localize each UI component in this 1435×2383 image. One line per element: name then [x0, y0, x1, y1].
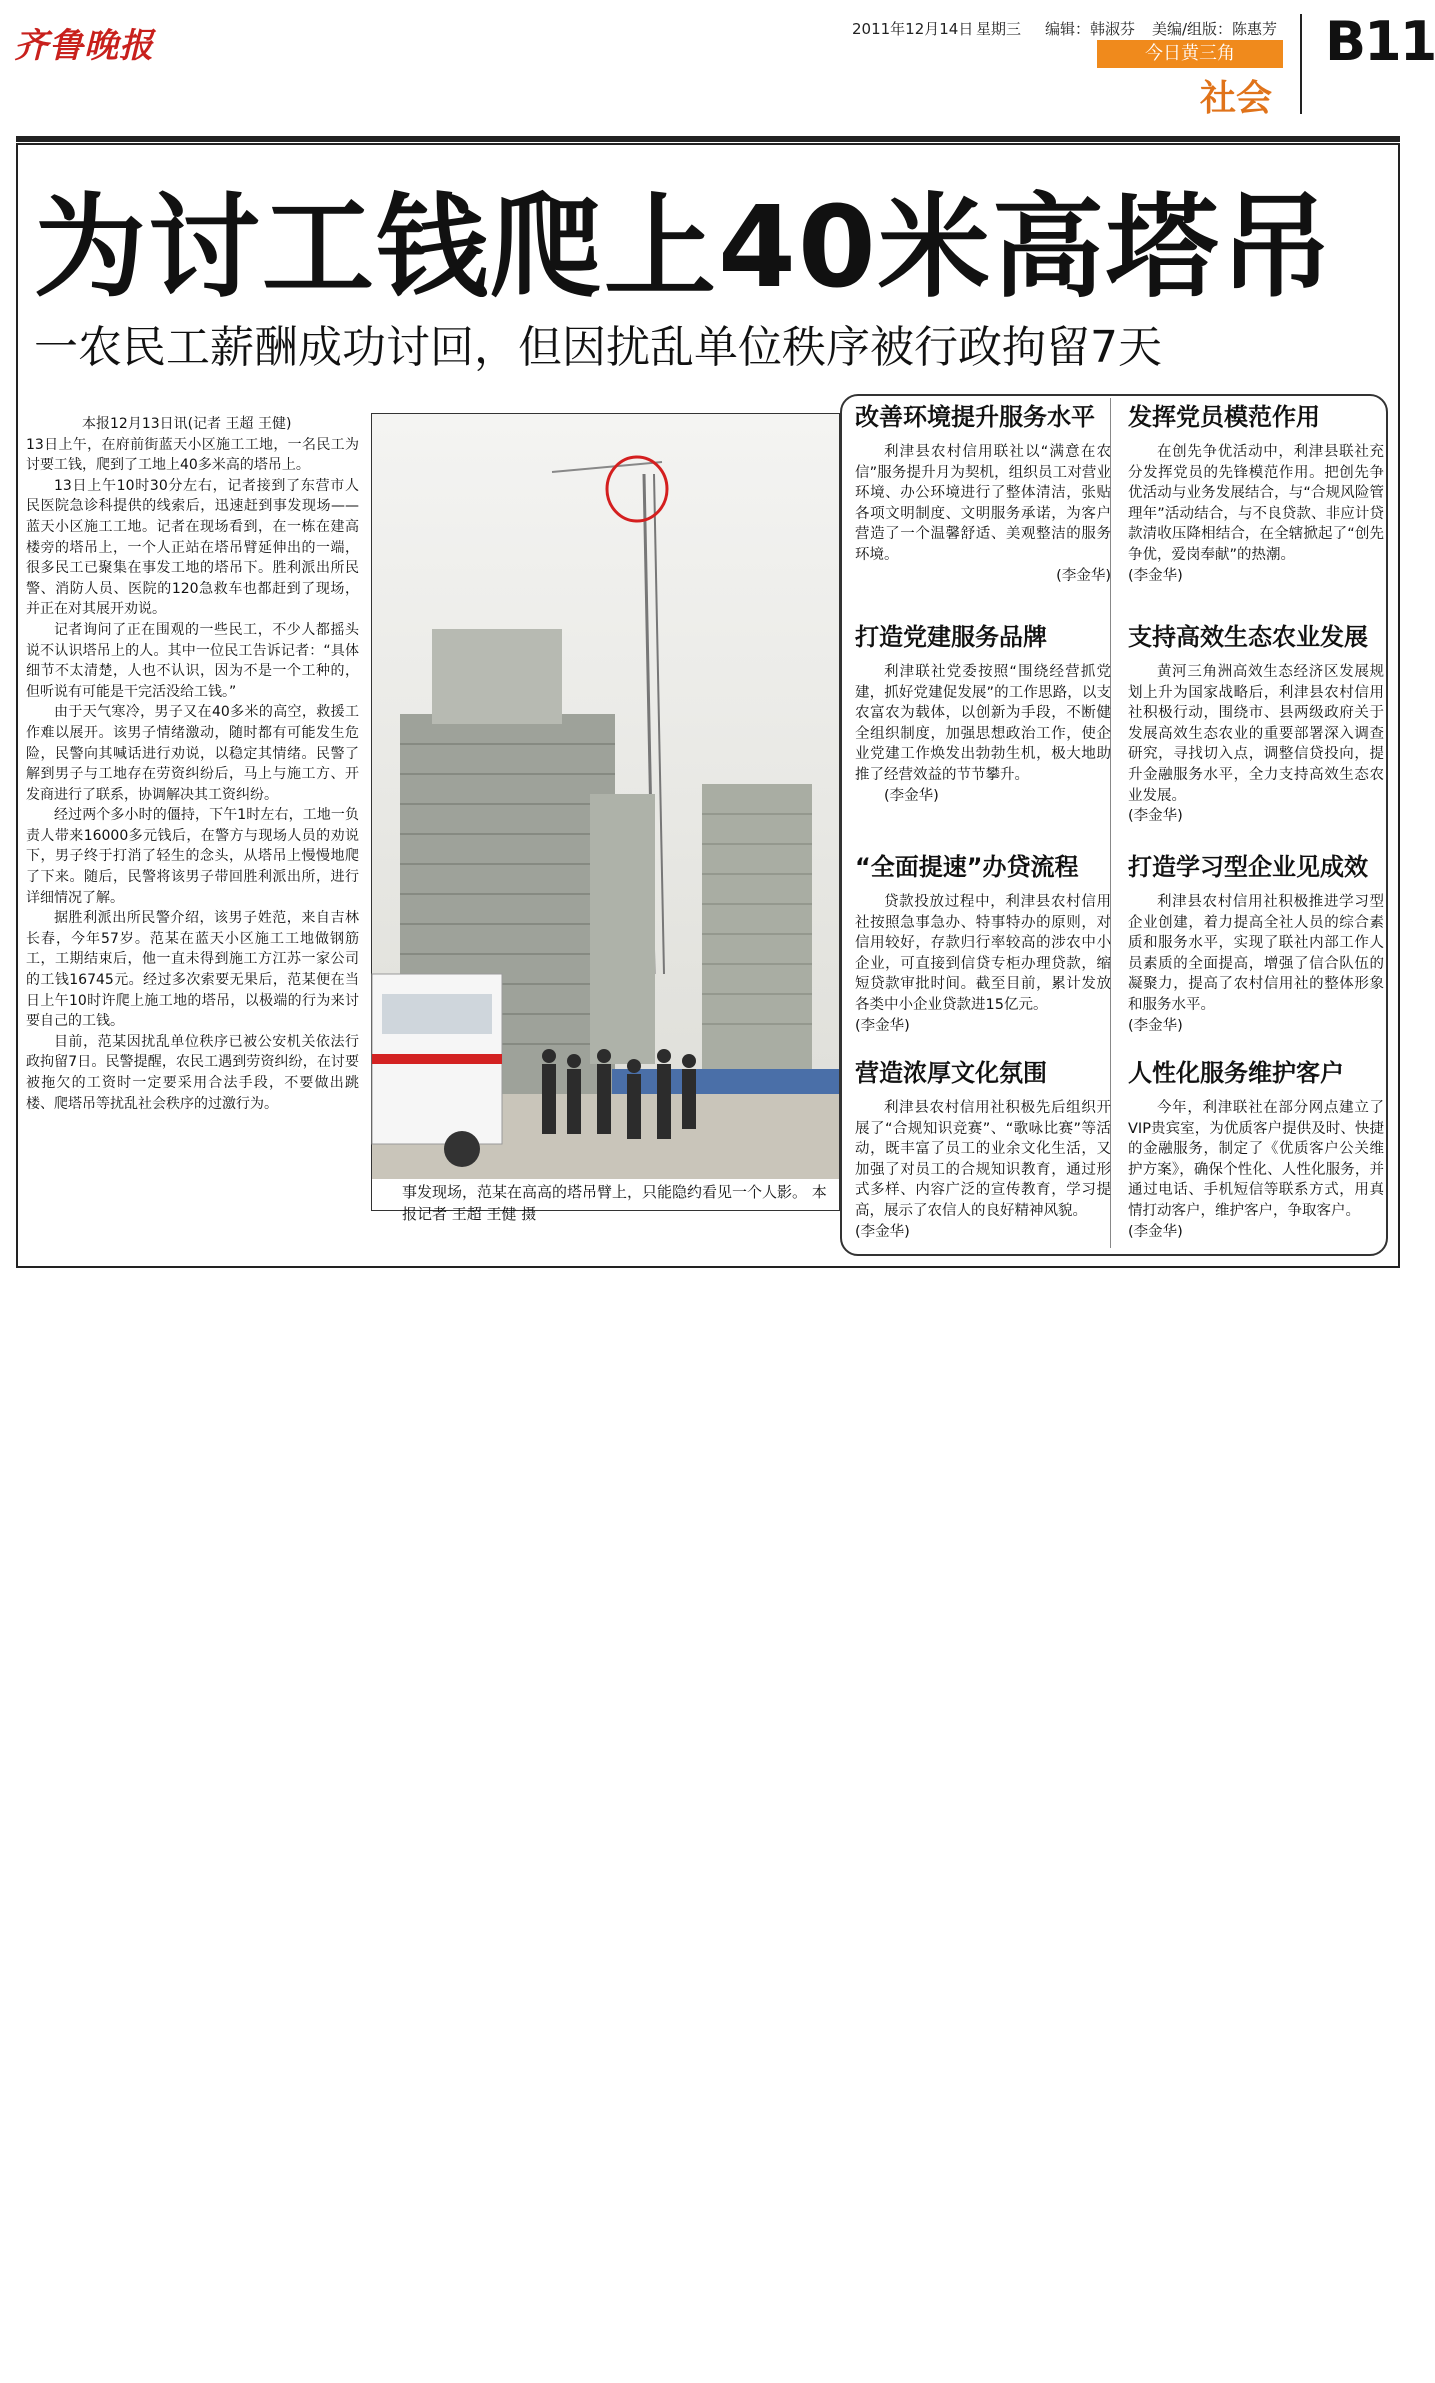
issue-date: 2011年12月14日 — [852, 20, 974, 38]
issue-weekday: 星期三 — [976, 20, 1022, 38]
sidebar-article-title: 打造党建服务品牌 — [855, 623, 1047, 651]
sidebar-article-title: 支持高效生态农业发展 — [1128, 623, 1368, 651]
sidebar-article-credit: (李金华) — [1128, 567, 1183, 584]
sidebar-article-body: 今年，利津联社在部分网点建立了VIP贵宾室，为优质客户提供及时、快捷的金融服务，制定了《优质客户公关维护方案》，确保个性化、人性化服务，并通过电话、手机短信等联系方式，用真情打动客户，维护客户，争取客户。 — [1128, 1100, 1384, 1219]
sidebar-article — [855, 622, 1111, 806]
sidebar-article-credit: (李金华) — [855, 1017, 910, 1034]
edition-banner: 今日黄三角 — [1097, 40, 1283, 68]
sidebar-article-title: 人性化服务维护客户 — [1128, 1059, 1344, 1087]
story-paragraph: 记者询问了正在围观的一些民工，不少人都摇头说不认识塔吊上的人。其中一位民工告诉记者：“具体细节不太清楚，人也不认识，因为不是一个工种的，但听说有可能是干完活没给工钱。” — [26, 621, 359, 700]
editor-credit: 编辑：韩淑芬 — [1045, 20, 1136, 38]
sidebar-article-body: 利津县农村信用社积极先后组织开展了“合规知识竞赛”、“歌咏比赛”等活动，既丰富了员工的业余文化生活，又加强了对员工的合规知识教育，通过形式多样、内容广泛的宣传教育，学习提高，展示了农信人的良好精神风貌。 — [855, 1100, 1111, 1219]
sidebar-article-credit: (李金华) — [1128, 1017, 1183, 1034]
sidebar-article-credit: (李金华) — [1128, 808, 1183, 825]
construction-site-illustration — [372, 414, 839, 1210]
sidebar-article — [855, 402, 1111, 586]
news-photo — [371, 413, 840, 1211]
page-number: B11 — [1325, 10, 1435, 73]
sidebar-article — [1128, 622, 1384, 827]
section-title: 社会 — [1200, 78, 1273, 119]
masthead-logo: 齐鲁晚报 — [14, 26, 154, 66]
sidebar-article — [1128, 1058, 1384, 1242]
sidebar-article-title: 发挥党员模范作用 — [1128, 403, 1320, 431]
story-paragraph: 13日上午10时30分左右，记者接到了东营市人民医院急诊科提供的线索后，迅速赶到事发现场——蓝天小区施工工地。记者在现场看到，在一栋在建高楼旁的塔吊上，一个人正站在塔吊臂延伸出的一端，很多民工已聚集在事发工地的塔吊下。胜利派出所民警、消防人员、医院的120急救车也都赶到了现场，并正在对其展开劝说。 — [26, 477, 359, 618]
story-paragraph: 据胜利派出所民警介绍，该男子姓范，来自吉林长春，今年57岁。范某在蓝天小区施工工地做钢筋工，工期结束后，他一直未得到施工方江苏一家公司的工钱16745元。经过多次索要无果后，范某便在当日上午10时许爬上施工地的塔吊，以极端的行为来讨要自己的工钱。 — [26, 910, 359, 1030]
sidebar-article-body: 利津县农村信用联社以“满意在农信”服务提升月为契机，组织员工对营业环境、办公环境进行了整体清洁，张贴各项文明制度、文明服务承诺，为客户营造了一个温馨舒适、美观整洁的服务环境。 — [855, 444, 1111, 563]
sidebar-article-credit: (李金华) — [884, 787, 939, 804]
photo-caption: 事发现场，范某在高高的塔吊臂上，只能隐约看见一个人影。 本报记者 王超 王健 摄 — [402, 1183, 827, 1223]
main-story-text — [26, 414, 359, 1114]
sidebar-article — [855, 1058, 1111, 1242]
sidebar-article-credit: (李金华) — [1128, 1223, 1183, 1240]
sidebar-article-credit: (李金华) — [855, 1223, 910, 1240]
sidebar-article-body: 贷款投放过程中，利津县农村信用社按照急事急办、特事特办的原则，对信用较好，存款归行率较高的涉农中小企业，可直接到信贷专柜办理贷款，缩短贷款审批时间。截至目前，累计发放各类中小企业贷款进15亿元。 — [855, 894, 1111, 1013]
story-paragraph: 目前，范某因扰乱单位秩序已被公安机关依法行政拘留7日。民警提醒，农民工遇到劳资纠纷，在讨要被拖欠的工资时一定要采用合法手段，不要做出跳楼、爬塔吊等扰乱社会秩序的过激行为。 — [26, 1033, 359, 1112]
sidebar-article — [1128, 852, 1384, 1036]
sidebar-article-title: “全面提速”办贷流程 — [855, 853, 1079, 881]
sidebar-article-title: 营造浓厚文化氛围 — [855, 1059, 1047, 1087]
sidebar-article — [1128, 402, 1384, 586]
headline: 为讨工钱爬上40米高塔吊 — [34, 183, 1334, 313]
sidebar-article-body: 利津县农村信用社积极推进学习型企业创建，着力提高全社人员的综合素质和服务水平，实现了联社内部工作人员素质的全面提高，增强了信合队伍的凝聚力，提高了农村信用社的整体形象和服务水平。 — [1128, 894, 1384, 1013]
frame-top-rule — [16, 136, 1400, 142]
sidebar-article-body: 黄河三角洲高效生态经济区发展规划上升为国家战略后，利津县农村信用社积极行动，围绕市、县两级政府关于发展高效生态农业的重要部署深入调查研究，寻找切入点，调整信贷投向，提升金融服务水平，全力支持高效生态农业发展。 — [1128, 664, 1384, 804]
sidebar-article-body: 利津联社党委按照“围绕经营抓党建，抓好党建促发展”的工作思路，以支农富农为载体，以创新为手段，不断健全组织制度，加强思想政治工作，使企业党建工作焕发出勃勃生机，极大地助推了经营效益的节节攀升。 — [855, 664, 1111, 783]
story-paragraph: 13日上午，在府前街蓝天小区施工工地，一名民工为讨要工钱，爬到了工地上40多米高的塔吊上。 — [26, 436, 359, 474]
story-paragraph: 由于天气寒冷，男子又在40多米的高空，救援工作难以展开。该男子情绪激动，随时都有可能发生危险，民警向其喊话进行劝说，以稳定其情绪。民警了解到男子与工地存在劳资纠纷后，马上与施工方、开发商进行了联系，协调解决其工资纠纷。 — [26, 704, 359, 803]
sidebar-article-title: 改善环境提升服务水平 — [855, 403, 1095, 431]
header-divider — [1300, 14, 1302, 114]
sidebar-article-credit: (李金华) — [1056, 567, 1111, 584]
sidebar-article-title: 打造学习型企业见成效 — [1128, 853, 1368, 881]
byline: 本报12月13日讯(记者 王超 王健) — [82, 416, 292, 432]
designer-credit: 美编/组版：陈惠芳 — [1152, 20, 1278, 38]
story-paragraph: 经过两个多小时的僵持，下午1时左右，工地一负责人带来16000多元钱后，在警方与现场人员的劝说下，男子终于打消了轻生的念头，从塔吊上慢慢地爬了下来。随后，民警将该男子带回胜利派出所，进行详细情况了解。 — [26, 807, 359, 906]
subheadline: 一农民工薪酬成功讨回，但因扰乱单位秩序被行政拘留7天 — [34, 322, 1162, 373]
sidebar-article-body: 在创先争优活动中，利津县联社充分发挥党员的先锋模范作用。把创先争优活动与业务发展结合，与“合规风险管理年”活动结合，与不良贷款、非应计贷款清收压降相结合，在全辖掀起了“创先争优，爱岗奉献”的热潮。 — [1128, 444, 1384, 563]
sidebar-article — [855, 852, 1111, 1036]
